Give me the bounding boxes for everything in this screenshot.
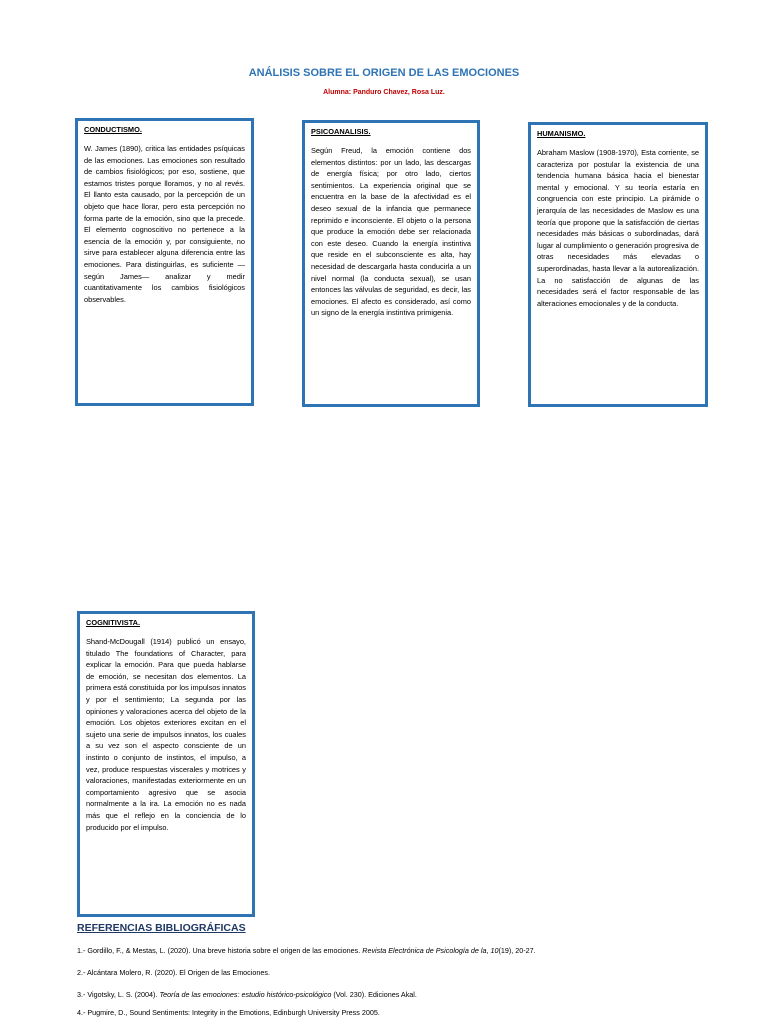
reference-item bbox=[77, 968, 270, 977]
author-line: Alumna: Panduro Chavez, Rosa Luz. bbox=[323, 89, 445, 96]
humanismo-heading: HUMANISMO. bbox=[537, 129, 586, 138]
psicoanalisis-box bbox=[302, 120, 480, 407]
reference-item bbox=[77, 990, 417, 999]
references-heading: REFERENCIAS BIBLIOGRÁFICAS bbox=[77, 922, 246, 934]
reference-book-title: Teoría de las emociones: estudio histórico-psicológico bbox=[159, 990, 332, 999]
cognitivista-box bbox=[77, 611, 255, 917]
reference-item bbox=[77, 1008, 380, 1017]
reference-text: (19), 20-27. bbox=[498, 946, 536, 955]
cognitivista-text: Shand-McDougall (1914) publicó un ensayo, titulado The foundations of Character, para explicar la emoción. Para que pueda hablarse de emoción, se necesitan dos elementos. La primera está constituida por los impulsos innatos y por el sentimiento; La segunda por las opiniones y valoraciones acerca del objeto de la emoción. Los objetos exteriores excitan en el sujeto una serie de impulsos innatos, los cuales a su vez son el aspecto consciente de un instinto o conjunto de instintos, el impulso, a vez, produce respuestas viscerales y motrices y valoraciones, manifestadas exteriormente en un comportamiento agresivo que se asocia normalmente a la ira. La emoción no es nada más que el reflejo en la conciencia de lo producido por el impulso. bbox=[86, 637, 246, 832]
document-title: ANÁLISIS SOBRE EL ORIGEN DE LAS EMOCIONES bbox=[248, 67, 520, 79]
humanismo-box bbox=[528, 122, 708, 407]
reference-text: (Vol. 230). Ediciones Akal. bbox=[331, 990, 417, 999]
reference-text: , bbox=[486, 946, 491, 955]
cognitivista-heading: COGNITIVISTA. bbox=[86, 618, 141, 627]
conductismo-text: W. James (1890), critica las entidades psíquicas de las emociones. Las emociones son resultado de cambios fisiológicos; por eso, sostiene, que estamos tristes porque lloramos, y no al revés. El llanto esta causado, por la percepción de un objeto que hace llorar, pero esta percepción no forma parte de la emoción, sino que la precede. El elemento cognoscitivo no pertenece a la esencia de la emoción y, por consiguiente, no sirve para establecer alguna diferencia entre las emociones. Para distinguirlas, es suficiente —según James— analizar y medir cuantitativamente los cambios fisiológicos observables. bbox=[84, 144, 245, 304]
reference-text: 1.- Gordillo, F., & Mestas, L. (2020). Una breve historia sobre el origen de las emociones. bbox=[77, 946, 363, 955]
conductismo-heading: CONDUCTISMO. bbox=[84, 125, 142, 134]
reference-text: 2.- Alcántara Molero, R. (2020). El Origen de las Emociones. bbox=[77, 968, 270, 977]
reference-journal: Revista Electrónica de Psicología de la bbox=[362, 946, 487, 955]
psicoanalisis-heading: PSICOANALISIS. bbox=[311, 127, 371, 136]
humanismo-text: Abraham Maslow (1908-1970), Esta corriente, se caracteriza por postular la existencia de una tendencia humana básica hacia el bienestar mental y emocional. Y su teoría estaría en congruencia con este principio. La pirámide o jerarquía de las necesidades de Maslow es una teoría que propone que la satisfacción de ciertas necesidades más básicas o subordinadas, dará lugar al cumplimiento o generación progresiva de otras necesidades más elevadas o superordinadas, hasta llevar a la autorealización. La no satisfacción de algunas de las necesidades será el factor responsable de las alteraciones emocionales y de la conducta. bbox=[537, 148, 699, 308]
reference-text: 3.- Vigotsky, L. S. (2004). bbox=[77, 990, 160, 999]
psicoanalisis-text: Según Freud, la emoción contiene dos elementos distintos: por un lado, las descargas de energía física; por otro lado, ciertos sentimientos. La experiencia original que se encuentra en la base de la afectividad es el deseo sexual de la infancia que permanece reprimido e inconsciente. El objeto o la persona que produce la emoción debe ser relacionada con este deseo. Cuando la energía instintiva que reside en el subconsciente es alta, hay necesidad de descargarla hasta conducirla a un nivel normal (la conducta sexual), se usan entonces las válvulas de seguridad, es decir, las emociones. El afecto es considerado, así como un signo de la energía instintiva primigenia. bbox=[311, 146, 471, 318]
conductismo-box bbox=[75, 118, 254, 406]
reference-text: 4.- Pugmire, D., Sound Sentiments: Integrity in the Emotions, Edinburgh University Press 2005. bbox=[77, 1008, 380, 1017]
reference-volume: 10 bbox=[490, 946, 499, 955]
reference-item bbox=[77, 946, 536, 955]
